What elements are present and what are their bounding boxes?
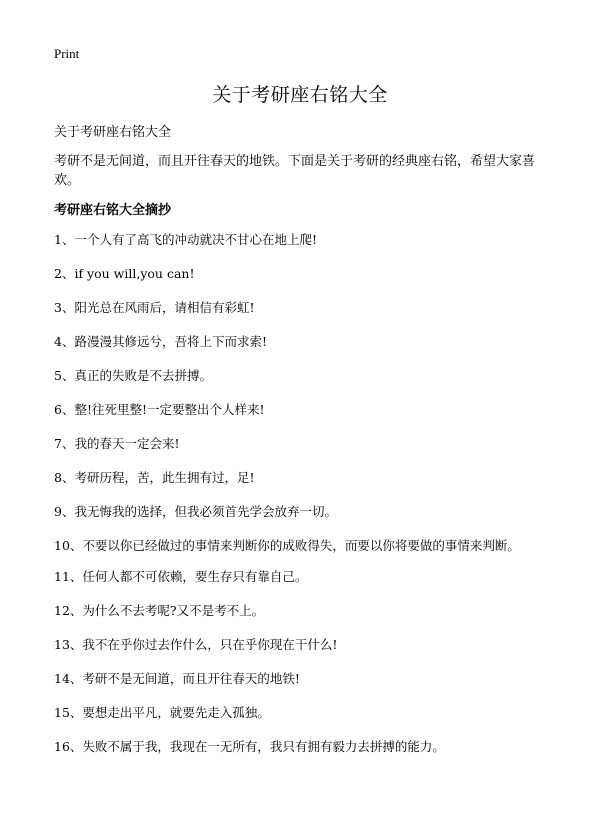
subtitle: 关于考研座右铭大全 bbox=[54, 125, 172, 140]
quote-item-13: 13、我不在乎你过去作什么，只在乎你现在干什么! bbox=[54, 637, 338, 652]
quote-item-4: 4、路漫漫其修远兮，吾将上下而求索! bbox=[54, 334, 267, 349]
quote-item-10: 10、不要以你已经做过的事情来判断你的成败得失，而要以你将要做的事情来判断。 bbox=[54, 538, 520, 553]
quote-item-5: 5、真正的失败是不去拼搏。 bbox=[54, 368, 212, 383]
intro-paragraph: 考研不是无间道，而且开往春天的地铁。下面是关于考研的经典座右铭，希望大家喜欢。 bbox=[54, 154, 536, 188]
quote-item-15: 15、要想走出平凡，就要先走入孤独。 bbox=[54, 705, 270, 720]
quote-item-1: 1、一个人有了高飞的冲动就决不甘心在地上爬! bbox=[54, 232, 317, 247]
page-title: 关于考研座右铭大全 bbox=[212, 84, 388, 106]
quote-list bbox=[54, 230, 554, 771]
quote-item-14: 14、考研不是无间道，而且开往春天的地铁! bbox=[54, 671, 300, 686]
quote-item-3: 3、阳光总在风雨后，请相信有彩虹! bbox=[54, 300, 255, 315]
quote-item-2: 2、if you will,you can! bbox=[54, 266, 195, 281]
quote-item-16: 16、失败不属于我，我现在一无所有，我只有拥有毅力去拼搏的能力。 bbox=[54, 739, 445, 754]
quote-item-7: 7、我的春天一定会来! bbox=[54, 436, 180, 451]
section-heading: 考研座右铭大全摘抄 bbox=[54, 203, 172, 218]
quote-item-11: 11、任何人都不可依赖，要生存只有靠自己。 bbox=[54, 569, 308, 584]
quote-item-8: 8、考研历程，苦，此生拥有过，足! bbox=[54, 470, 255, 485]
quote-item-12: 12、为什么不去考呢?又不是考不上。 bbox=[54, 603, 265, 618]
quote-item-9: 9、我无悔我的选择，但我必须首先学会放弃一切。 bbox=[54, 504, 337, 519]
print-label: Print bbox=[54, 46, 80, 61]
quote-item-6: 6、整!往死里整!一定要整出个人样来! bbox=[54, 402, 265, 417]
